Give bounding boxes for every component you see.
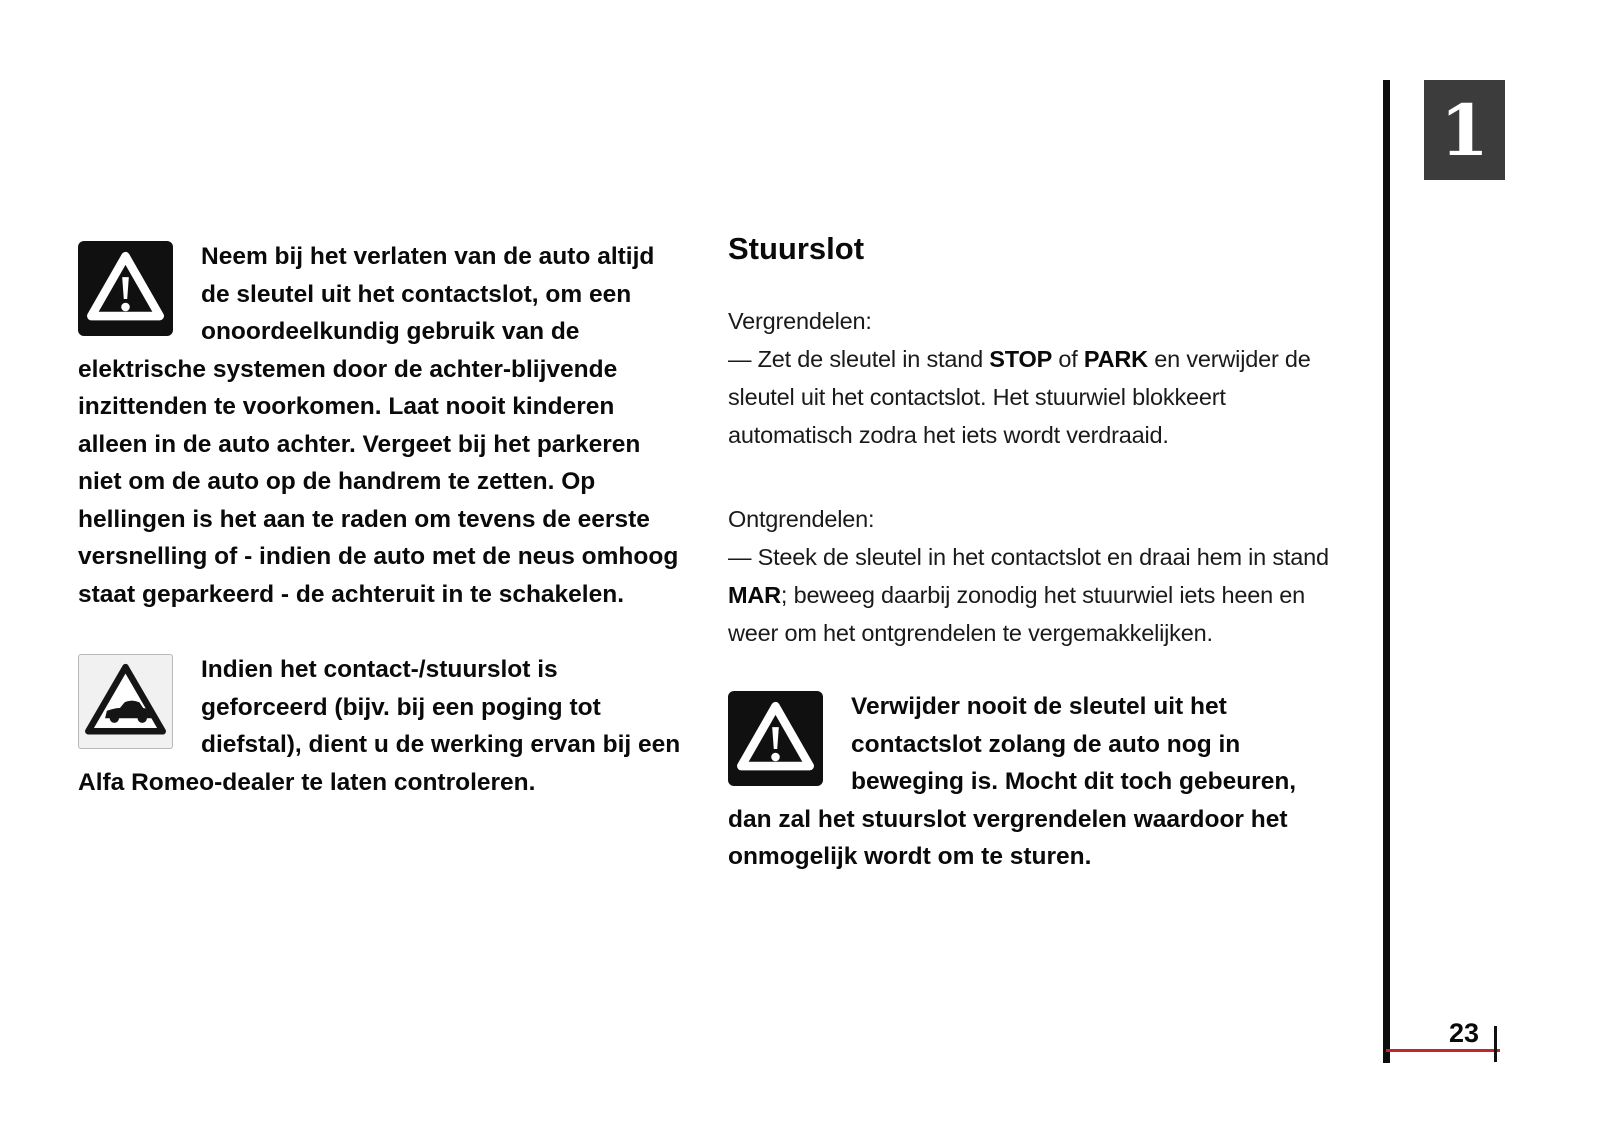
key-position-mar: MAR: [728, 582, 781, 608]
warning-block-forced-lock: [78, 651, 682, 801]
page-number: 23: [1449, 1018, 1480, 1048]
left-column: [78, 238, 682, 801]
key-position-stop: STOP: [989, 346, 1053, 372]
page-number-tick: [1494, 1026, 1497, 1062]
text-segment: of: [1052, 346, 1084, 372]
warning-driving-text: Verwijder nooit de sleutel uit het contactslot zolang de auto nog in beweging is. Mocht dit toch gebeuren, dan zal het stuurslot vergrendelen waardoor het onmogelijk wordt om te sturen.: [728, 693, 1297, 870]
page-number-red-rule: [1386, 1049, 1500, 1052]
chapter-tab: [1424, 80, 1505, 180]
text-segment: ; beweeg daarbij zonodig het stuurwiel iets heen en weer om het ontgrendelen te vergemakkelijken.: [728, 582, 1306, 646]
warning-block-driving: [728, 688, 1340, 876]
warning-block-parking: [78, 238, 682, 613]
warning-forced-lock-text: Indien het contact-/stuurslot is geforceerd (bijv. bij een poging tot diefstal), dient u de werking ervan bij een Alfa Romeo-dealer te laten controleren.: [78, 656, 681, 796]
exclamation-triangle-icon: [78, 241, 173, 336]
unlock-label: Ontgrendelen:: [728, 506, 875, 532]
warning-parking-text: Neem bij het verlaten van de auto altijd de sleutel uit het contactslot, om een onoordeelkundig gebruik van de elektrische systemen door de achter-blijvende inzittenden te voorkomen. Laat nooit kinderen alleen in de auto achter. Vergeet bij het parkeren niet om de auto op de handrem te zetten. Op hellingen is het aan te raden om tevens de eerste versnelling of - indien de auto met de neus omhoog staat geparkeerd - de achteruit in te schakelen.: [78, 243, 679, 608]
exclamation-triangle-icon: [728, 691, 823, 786]
side-rule: [1383, 80, 1390, 1063]
key-position-park: PARK: [1083, 346, 1148, 372]
unlock-instructions: [728, 538, 1340, 652]
text-segment: — Steek de sleutel in het contactslot en draai hem in stand: [728, 544, 1329, 570]
chapter-number: 1: [1440, 88, 1489, 172]
text-segment: en verwijder de sleutel uit het contactslot. Het stuurwiel blokkeert automatisch zodra het iets wordt verdraaid.: [728, 346, 1311, 448]
lock-instructions: [728, 340, 1340, 454]
car-warning-triangle-icon: [78, 654, 173, 749]
section-heading: Stuurslot: [728, 231, 865, 266]
text-segment: — Zet de sleutel in stand: [728, 346, 990, 372]
right-column: [728, 230, 1340, 876]
lock-label: Vergrendelen:: [728, 308, 872, 334]
